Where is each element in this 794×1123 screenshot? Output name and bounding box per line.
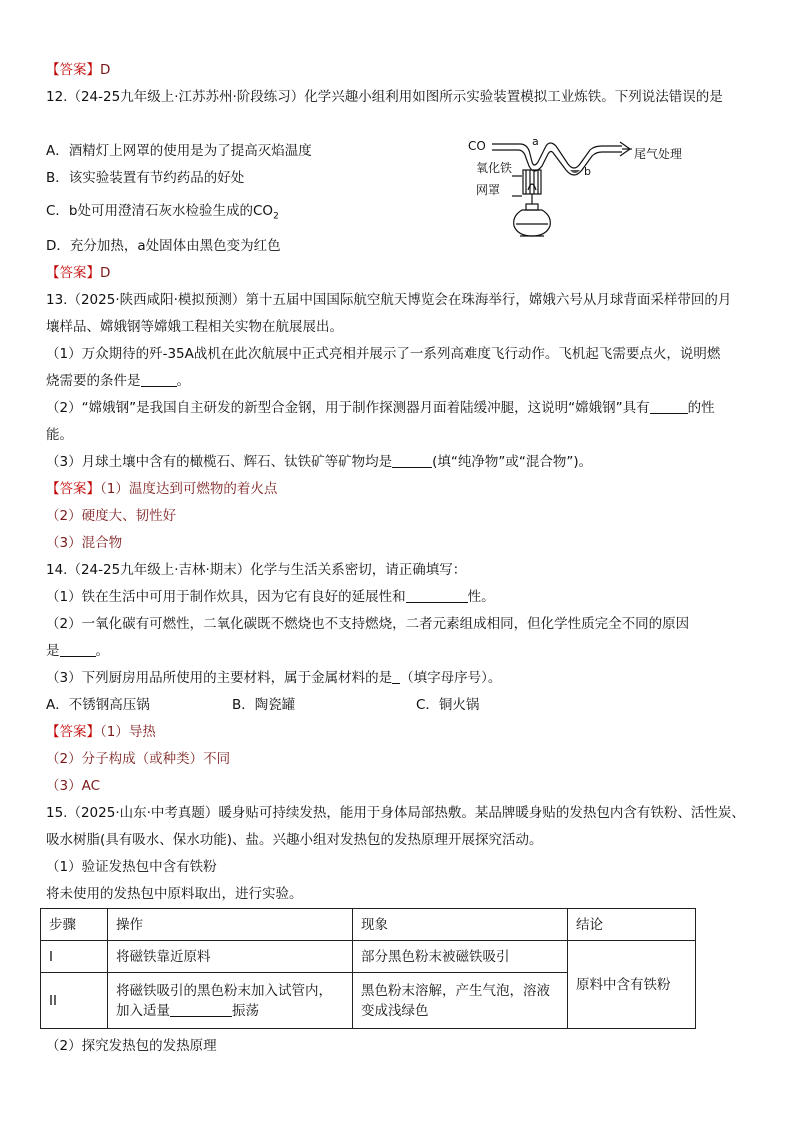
answer-blank[interactable] [392,453,432,468]
lamp-and-net [512,170,550,236]
cell-phenomenon: 部分黑色粉末被磁铁吸引 [353,941,568,973]
cell-phenomenon-line1: 黑色粉末溶解，产生气泡，溶液 [361,982,550,999]
q13-part3-text: （3）月球土壤中含有的橄榄石、辉石、钛铁矿等矿物均是 [46,454,393,470]
q13-stem-line2: 壤样品、嫦娥钢等嫦娥工程相关实物在航展展出。 [46,319,343,335]
limewater-b [570,170,580,173]
q13-stem-line1: 13.（2025·陕西咸阳·模拟预测）第十五届中国国际航空航天博览会在珠海举行，嫦娥六号从月球背面采样带回的月 [46,292,732,308]
cell-operation: 将磁铁靠近原料 [108,941,353,973]
cell-step: II [41,973,108,1029]
fig-label-co: CO [468,139,486,153]
op-text-end: 振荡 [232,1002,259,1019]
q14-stem: 14.（24-25九年级上·吉林·期末）化学与生活关系密切，请正确填写： [46,562,467,578]
experiment-table [40,908,696,1029]
cell-operation [108,973,353,1029]
q14-part1-end: 性。 [467,589,495,605]
q12-apparatus-figure [462,132,712,250]
q14-answer-3: （3）AC [46,778,101,794]
answer-text: （1）导热 [100,724,156,740]
answer-tag: 【答案】 [46,265,100,281]
answer-blank[interactable] [170,1002,232,1017]
header-phenomenon: 现象 [353,909,568,941]
fig-label-b: b [584,165,591,178]
q14-option-b: B．陶瓷罐 [232,697,296,713]
w-tube [492,142,632,175]
header-step: 步骤 [41,909,108,941]
answer-tag: 【答案】 [46,724,100,740]
answer-text: （1）温度达到可燃物的着火点 [100,481,278,497]
q12-option-c-sub: 2 [273,211,279,222]
q14-part2: （2）一氧化碳有可燃性，二氧化碳既不燃烧也不支持燃烧，二者元素组成相同，但化学性质完全不同的原因 [46,616,690,632]
fig-label-net: 网罩 [476,183,501,197]
header-operation: 操作 [108,909,353,941]
q15-stem-line1: 15.（2025·山东·中考真题）暖身贴可持续发热，能用于身体局部热敷。某品牌暖身贴的发热包内含有铁粉、活性炭、 [46,805,745,821]
q13-part2-cont: 能。 [46,427,73,443]
table-row [41,941,696,973]
cell-conclusion: 原料中含有铁粉 [568,941,696,1029]
q13-part1-text: 烧需要的条件是 [46,373,141,389]
q12-option-c-text: C．b处可用澄清石灰水检验生成的CO [46,203,274,219]
fig-label-tail-gas: 尾气处理 [634,147,683,161]
q12-option-d: D．充分加热，a处固体由黑色变为红色 [46,238,281,254]
q13-part1-end: 。 [176,373,190,389]
q15-section1-intro: 将未使用的发热包中原料取出，进行实验。 [46,886,303,902]
q15-section2: （2）探究发热包的发热原理 [46,1038,217,1054]
op-text: 加入适量 [116,1002,170,1019]
q14-part3-end: （填字母序号）。 [400,670,502,686]
cell-step: I [41,941,108,973]
q14-part1-text: （1）铁在生活中可用于制作炊具，因为它有良好的延展性和 [46,589,406,605]
answer-blank[interactable] [60,642,96,657]
q13-part2-text: （2）“嫦娥钢”是我国自主研发的新型合金钢，用于制作探测器月面着陆缓冲腿，这说明“嫦娥钢”具有 [46,400,650,416]
q13-answer-3: （3）混合物 [46,535,123,551]
cell-phenomenon [353,973,568,1029]
q13-part1: （1）万众期待的歼-35A战机在此次航展中正式亮相并展示了一系列高难度飞行动作。飞机起飞需要点火，说明燃 [46,346,721,362]
q12-option-c [46,201,279,227]
q14-part3-text: （3）下列厨房用品所使用的主要材料，属于金属材料的是 [46,670,393,686]
q13-part2 [46,398,715,418]
q15-section1: （1）验证发热包中含有铁粉 [46,859,217,875]
q14-answer-1 [46,722,156,742]
q14-option-a: A．不锈钢高压锅 [46,697,150,713]
q14-part1 [46,587,495,607]
answer-value: D [100,265,111,281]
answer-tag: 【答案】 [46,62,100,78]
cell-operation-line2 [116,1001,344,1021]
answer-blank[interactable] [650,399,688,414]
answer-blank[interactable] [141,372,177,387]
q12-option-a: A．酒精灯上网罩的使用是为了提高灭焰温度 [46,143,312,159]
q11-answer [46,60,110,80]
q14-part3 [46,668,501,688]
q14-answer-2: （2）分子构成（或种类）不同 [46,751,231,767]
q14-part2-end: 。 [95,643,109,659]
cell-phenomenon-line2: 变成浅绿色 [361,1002,429,1019]
answer-tag: 【答案】 [46,481,100,497]
q13-answer-1 [46,479,277,499]
q12-option-b: B．该实验装置有节约药品的好处 [46,170,245,186]
fig-label-iron-oxide: 氧化铁 [476,161,513,175]
q15-stem-line2: 吸水树脂(具有吸水、保水功能)、盐。兴趣小组对发热包的发热原理开展探究活动。 [46,832,543,848]
q13-part2-end: 的性 [687,400,715,416]
header-conclusion: 结论 [568,909,696,941]
answer-blank[interactable] [406,588,468,603]
q13-part3-end: (填“纯净物”或“混合物”)。 [432,454,593,470]
q14-part2-text: 是 [46,643,60,659]
fig-label-a: a [532,135,539,148]
q13-answer-2: （2）硬度大、韧性好 [46,508,177,524]
q14-option-c: C．铜火锅 [416,697,480,713]
q13-part3 [46,452,592,472]
q12-answer [46,263,110,283]
table-header-row [41,909,696,941]
answer-value: D [100,62,111,78]
q14-part2-cont [46,641,109,661]
cell-operation-line1: 将磁铁吸引的黑色粉末加入试管内， [116,982,332,999]
q13-part1-cont [46,371,190,391]
q12-stem: 12.（24-25九年级上·江苏苏州·阶段练习）化学兴趣小组利用如图所示实验装置模拟工业炼铁。下列说法错误的是 [46,89,723,105]
answer-blank[interactable] [392,669,400,684]
